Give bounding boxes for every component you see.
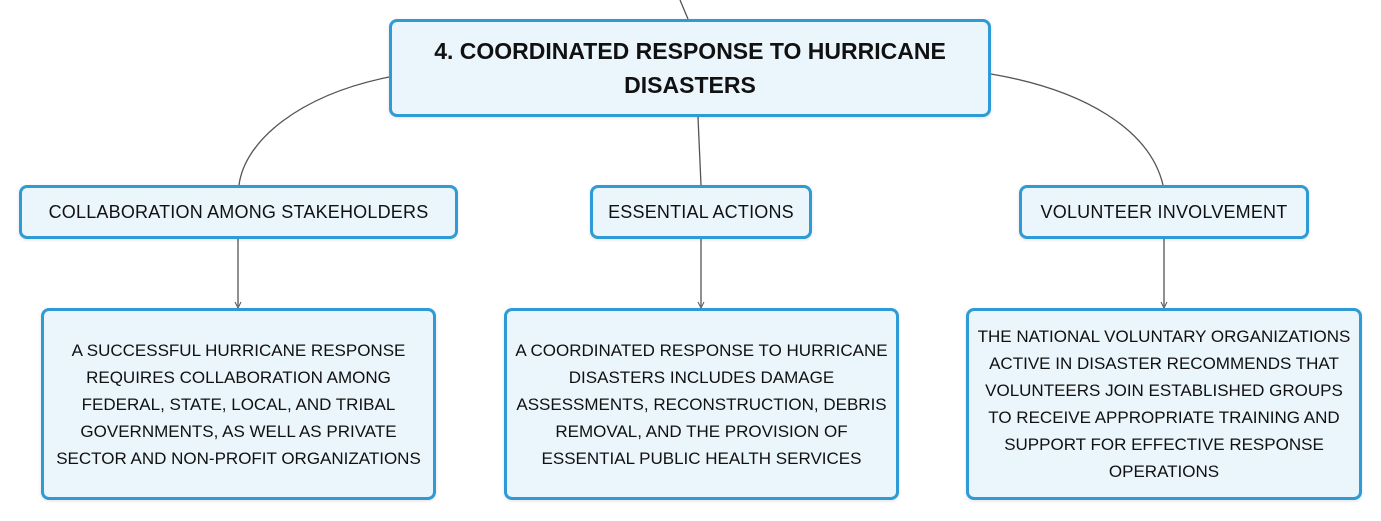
topic-essential-actions[interactable] <box>590 185 812 239</box>
connector-root-to-essential <box>698 117 701 185</box>
detail-essential-actions[interactable] <box>504 308 899 500</box>
detail-volunteer-involvement[interactable] <box>966 308 1362 500</box>
topic-label: ESSENTIAL ACTIONS <box>608 201 794 222</box>
topic-label: VOLUNTEER INVOLVEMENT <box>1040 201 1288 222</box>
detail-text: A SUCCESSFUL HURRICANE RESPONSE REQUIRES COLLABORATION AMONG FEDERAL, STATE, LOCAL, AND TRIBAL GOVERNMENTS, AS WELL AS PRIVATE SECTOR AND NON-PROFIT ORGANIZATIONS <box>56 340 421 468</box>
connector-parent-to-root <box>680 0 688 19</box>
connector-root-to-collaboration <box>239 77 389 185</box>
detail-text: A COORDINATED RESPONSE TO HURRICANE DISASTERS INCLUDES DAMAGE ASSESSMENTS, RECONSTRUCTION, DEBRIS REMOVAL, AND THE PROVISION OF ESSENTIAL PUBLIC HEALTH SERVICES <box>515 340 888 468</box>
topic-volunteer-involvement[interactable] <box>1019 185 1309 239</box>
connector-root-to-volunteer <box>991 74 1163 185</box>
topic-label: COLLABORATION AMONG STAKEHOLDERS <box>48 201 429 222</box>
root-topic-label: 4. COORDINATED RESPONSE TO HURRICANE DISASTERS <box>434 38 946 98</box>
topic-collaboration-among-stakeholders[interactable] <box>19 185 458 239</box>
root-topic-node[interactable] <box>389 19 991 117</box>
detail-text: THE NATIONAL VOLUNTARY ORGANIZATIONS ACTIVE IN DISASTER RECOMMENDS THAT VOLUNTEERS JOIN ESTABLISHED GROUPS TO RECEIVE APPROPRIATE TRAINING AND SUPPORT FOR EFFECTIVE RESPONSE OPERATIONS <box>977 327 1351 481</box>
detail-collaboration[interactable] <box>41 308 436 500</box>
